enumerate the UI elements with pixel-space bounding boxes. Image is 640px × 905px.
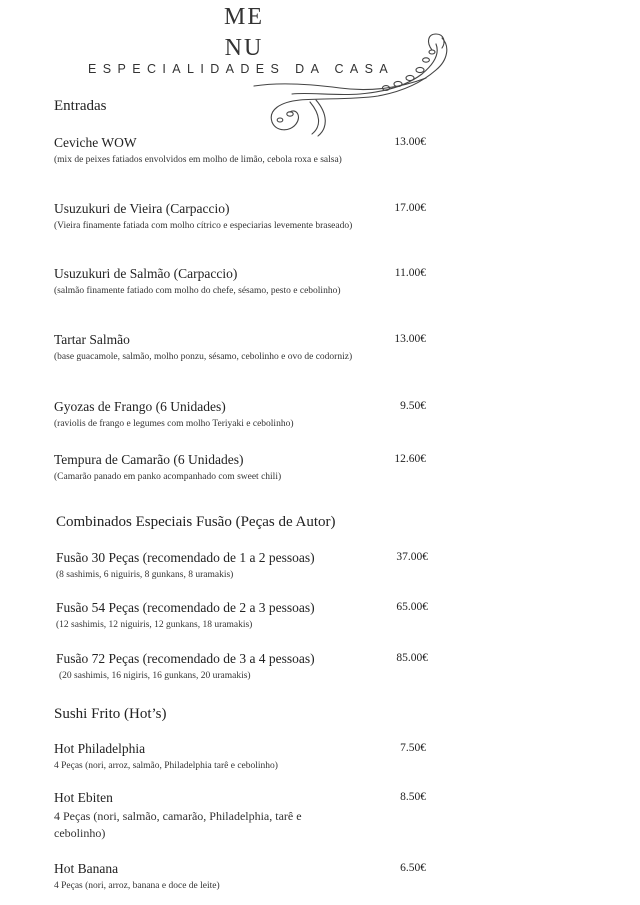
item-description: 4 Peças (nori, arroz, salmão, Philadelphia tarê e cebolinho) xyxy=(54,761,278,771)
item-price: 13.00€ xyxy=(394,136,426,148)
menu-item xyxy=(54,134,426,168)
item-name: Tartar Salmão xyxy=(54,332,130,347)
menu-item xyxy=(54,789,426,842)
item-description: (raviolis de frango e legumes com molho Teriyaki e cebolinho) xyxy=(54,419,294,429)
item-description: 4 Peças (nori, arroz, banana e doce de leite) xyxy=(54,881,220,891)
section-title-entradas: Entradas xyxy=(54,98,107,114)
item-description: (base guacamole, salmão, molho ponzu, sésamo, cebolinho e ovo de codorniz) xyxy=(54,352,353,362)
item-name: Usuzukuri de Salmão (Carpaccio) xyxy=(54,266,238,281)
item-price: 8.50€ xyxy=(400,791,426,803)
section-title-combinados: Combinados Especiais Fusão (Peças de Autor) xyxy=(56,514,336,530)
item-name: Hot Banana xyxy=(54,861,119,876)
item-price: 13.00€ xyxy=(394,333,426,345)
menu-item xyxy=(54,740,426,774)
menu-item xyxy=(56,650,428,684)
item-price: 7.50€ xyxy=(400,742,426,754)
item-name: Gyozas de Frango (6 Unidades) xyxy=(54,399,226,414)
menu-item xyxy=(54,860,426,894)
item-name: Usuzukuri de Vieira (Carpaccio) xyxy=(54,201,230,216)
item-price: 12.60€ xyxy=(394,453,426,465)
item-price: 9.50€ xyxy=(400,400,426,412)
menu-item xyxy=(56,599,428,633)
item-description: (8 sashimis, 6 niguiris, 8 gunkans, 8 uramakis) xyxy=(56,570,234,580)
item-description: 4 Peças (nori, salmão, camarão, Philadelphia, tarê e cebolinho) xyxy=(54,809,302,840)
item-name: Fusão 30 Peças (recomendado de 1 a 2 pessoas) xyxy=(56,550,315,565)
item-description: (Camarão panado em panko acompanhado com sweet chili) xyxy=(54,472,282,482)
item-description: (12 sashimis, 12 niguiris, 12 gunkans, 18 uramakis) xyxy=(56,620,253,630)
item-description: (salmão finamente fatiado com molho do chefe, sésamo, pesto e cebolinho) xyxy=(54,286,341,296)
logo-line-1: ME xyxy=(224,4,264,30)
item-description: (mix de peixes fatiados envolvidos em molho de limão, cebola roxa e salsa) xyxy=(54,155,342,165)
menu-subtitle: ESPECIALIDADES DA CASA xyxy=(88,62,395,76)
menu-item xyxy=(56,549,428,583)
menu-item xyxy=(54,200,426,234)
logo-line-2: NU xyxy=(224,35,264,61)
menu-item xyxy=(54,451,426,485)
item-name: Hot Philadelphia xyxy=(54,741,146,756)
section-title-sushi-frito: Sushi Frito (Hot’s) xyxy=(54,706,167,722)
item-name: Fusão 72 Peças (recomendado de 3 a 4 pessoas) xyxy=(56,651,315,666)
item-price: 17.00€ xyxy=(394,202,426,214)
item-price: 11.00€ xyxy=(394,267,426,279)
octopus-tentacle-illustration xyxy=(250,30,455,140)
item-name: Hot Ebiten xyxy=(54,790,113,805)
item-price: 65.00€ xyxy=(396,601,428,613)
menu-item xyxy=(54,398,426,432)
item-description: (20 sashimis, 16 nigiris, 16 gunkans, 20 uramakis) xyxy=(59,671,251,681)
item-price: 85.00€ xyxy=(396,652,428,664)
item-name: Tempura de Camarão (6 Unidades) xyxy=(54,452,244,467)
item-price: 37.00€ xyxy=(396,551,428,563)
item-description: (Vieira finamente fatiada com molho cítrico e especiarias levemente braseado) xyxy=(54,221,353,231)
item-name: Fusão 54 Peças (recomendado de 2 a 3 pessoas) xyxy=(56,600,315,615)
menu-item xyxy=(54,265,426,299)
menu-item xyxy=(54,331,426,365)
item-price: 6.50€ xyxy=(400,862,426,874)
item-name: Ceviche WOW xyxy=(54,135,137,150)
